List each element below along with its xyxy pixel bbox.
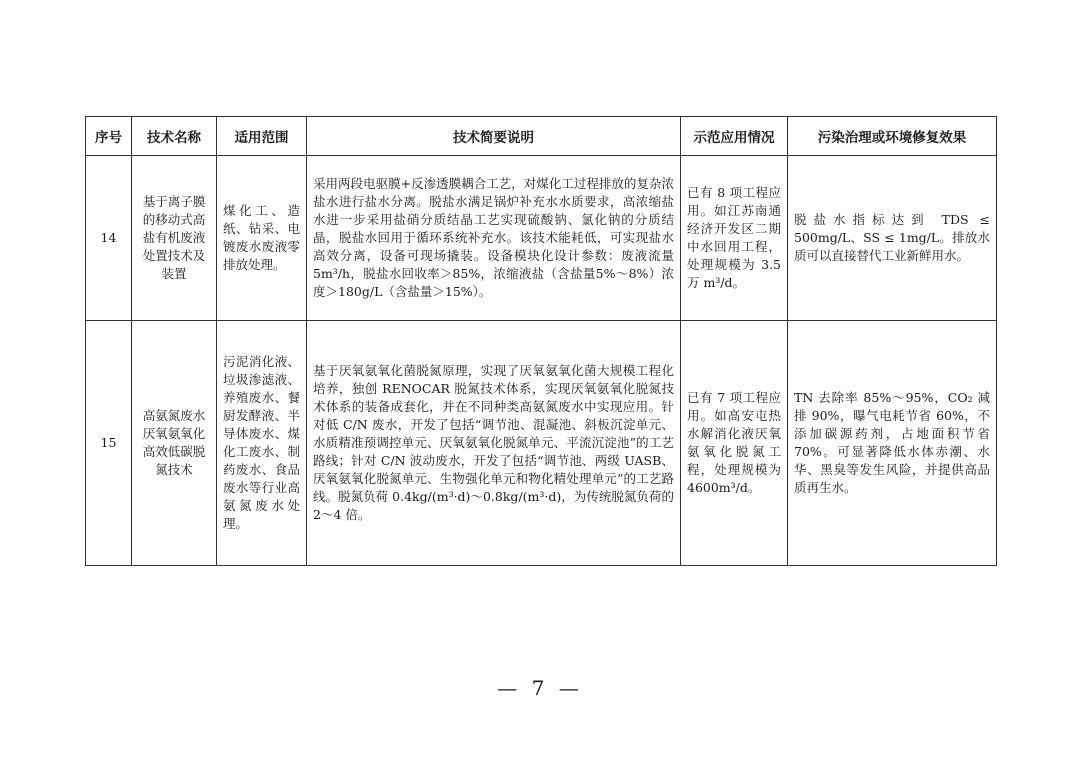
header-scope: 适用范围 [217, 117, 307, 156]
technology-description: 采用两段电驱膜+反渗透膜耦合工艺，对煤化工过程排放的复杂浓盐水进行盐水分离。脱盐水满足锅炉补充水水质要求，高浓缩盐水进一步采用盐硝分质结晶工艺实现硫酸钠、氯化钠的分质结晶，脱盐水回用于循环系统补充水。该技术能耗低，可实现盐水高效分离，设备可现场撬装。设备模块化设计参数：废液流量 5m³/h，脱盐水回收率＞85%，浓缩液盐（含盐量5%～8%）浓度＞180g/L（含盐量＞15%）。 [307, 156, 681, 321]
applicable-scope: 煤化工、造纸、钻采、电镀废水废液零排放处理。 [217, 156, 307, 321]
table-row [86, 321, 997, 566]
page-number: — 7 — [497, 676, 583, 700]
demonstration-application: 已有 8 项工程应用。如江苏南通经济开发区二期中水回用工程，处理规模为 3.5 万 m³/d。 [681, 156, 788, 321]
header-no: 序号 [86, 117, 132, 156]
technology-description: 基于厌氧氨氧化菌脱氮原理，实现了厌氧氨氧化菌大规模工程化培养，独创 RENOCAR 脱氮技术体系，实现厌氧氨氧化脱氮技术体系的装备成套化，并在不同种类高氨氮废水中实现应用。针对低 C/N 废水，开发了包括“调节池、混凝池、斜板沉淀单元、水质精准预调控单元、厌氧氨氧化脱氮单元、平流沉淀池”的工艺路线；针对 C/N 波动废水，开发了包括“调节池、两级 UASB、厌氧氨氧化脱氮单元、生物强化单元和物化精处理单元”的工艺路线。脱氮负荷 0.4kg/(m³·d)～0.8kg/(m³·d)，为传统脱氮负荷的 2～4 倍。 [307, 321, 681, 566]
header-description: 技术简要说明 [307, 117, 681, 156]
table-row [86, 156, 997, 321]
technology-name: 高氨氮废水厌氧氨氧化高效低碳脱氮技术 [132, 321, 217, 566]
technology-table [85, 116, 997, 566]
remediation-effect: TN 去除率 85%～95%，CO₂ 减排 90%，曝气电耗节省 60%，不添加碳源药剂，占地面积节省 70%。可显著降低水体赤潮、水华、黑臭等发生风险，并提供高品质再生水。 [788, 321, 997, 566]
header-application: 示范应用情况 [681, 117, 788, 156]
row-number: 15 [86, 321, 132, 566]
applicable-scope: 污泥消化液、垃圾渗滤液、养殖废水、餐厨发酵液、半导体废水、煤化工废水、制药废水、食品废水等行业高氨氮废水处理。 [217, 321, 307, 566]
technology-name: 基于离子膜的移动式高盐有机废液处置技术及装置 [132, 156, 217, 321]
row-number: 14 [86, 156, 132, 321]
table-header-row [86, 117, 997, 156]
header-effect: 污染治理或环境修复效果 [788, 117, 997, 156]
header-name: 技术名称 [132, 117, 217, 156]
remediation-effect: 脱盐水指标达到 TDS ≤ 500mg/L、SS ≤ 1mg/L。排放水质可以直接替代工业新鲜用水。 [788, 156, 997, 321]
demonstration-application: 已有 7 项工程应用。如高安屯热水解消化液厌氧氨氧化脱氮工程，处理规模为 4600m³/d。 [681, 321, 788, 566]
